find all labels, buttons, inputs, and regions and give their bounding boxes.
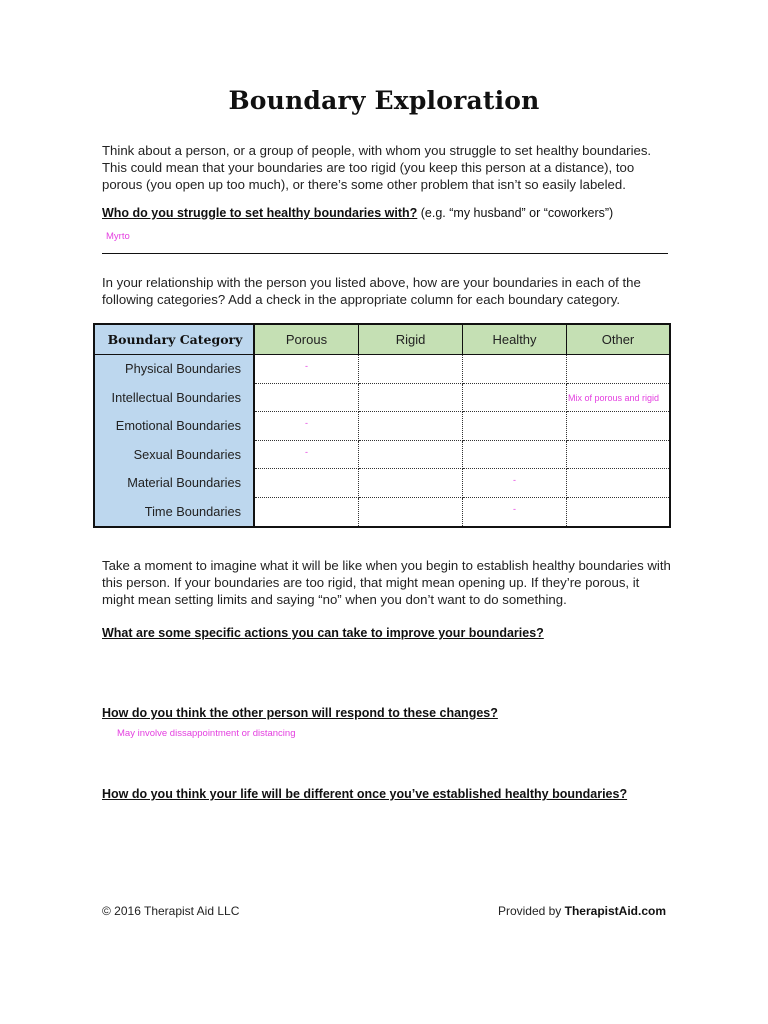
answer-line xyxy=(102,253,668,254)
check-cell-healthy[interactable] xyxy=(463,412,567,441)
category-label: Material Boundaries xyxy=(127,475,241,490)
cell-mark: - xyxy=(513,475,516,485)
question-actions-text: What are some specific actions you can take to improve your boundaries? xyxy=(102,626,544,640)
check-cell-other[interactable] xyxy=(567,355,669,384)
check-cell-rigid[interactable] xyxy=(359,412,463,441)
cell-mark: - xyxy=(305,446,308,457)
category-header: Boundary Category xyxy=(95,325,255,355)
check-cell-healthy[interactable] xyxy=(463,441,567,470)
check-cell-rigid[interactable] xyxy=(359,498,463,527)
footer-provided-label: Provided by xyxy=(497,904,565,918)
instructions-paragraph: In your relationship with the person you listed above, how are your boundaries in each of the following categories? Add a check in the appropriate column for each boundary category. xyxy=(102,275,641,307)
check-cell-other[interactable] xyxy=(567,469,669,498)
category-label: Emotional Boundaries xyxy=(115,418,241,433)
cell-mark: - xyxy=(305,418,308,428)
question-life-different xyxy=(102,786,627,802)
check-cell-healthy[interactable] xyxy=(463,384,567,413)
answer-who[interactable]: Myrto xyxy=(106,231,130,242)
category-label: Time Boundaries xyxy=(144,503,241,519)
answer-response[interactable]: May involve dissappointment or distancing xyxy=(117,728,296,739)
check-cell-rigid[interactable] xyxy=(359,441,463,470)
check-cell-rigid[interactable] xyxy=(359,469,463,498)
category-label: Physical Boundaries xyxy=(125,361,241,376)
category-column xyxy=(95,325,255,526)
reflection-paragraph: Take a moment to imagine what it will be like when you begin to establish healthy boundaries with this person. If your boundaries are too rigid, that might mean opening up. If they’re porous, it might mean setting limits and saying “no” when you don’t want to do something. xyxy=(102,558,671,607)
cell-note: Mix of porous and rigid xyxy=(568,392,660,403)
question-response xyxy=(102,705,498,721)
column-header-rigid: Rigid xyxy=(359,325,463,355)
question-response-text: How do you think the other person will respond to these changes? xyxy=(102,706,498,720)
category-label: Sexual Boundaries xyxy=(133,446,241,462)
column-header-porous: Porous xyxy=(255,325,359,355)
footer-copyright: © 2016 Therapist Aid LLC xyxy=(102,904,240,918)
check-cell-porous[interactable] xyxy=(255,384,359,413)
check-cell-porous[interactable] xyxy=(255,498,359,527)
boundary-table xyxy=(93,323,671,528)
intro-paragraph: Think about a person, or a group of people, with whom you struggle to set healthy boundaries. This could mean that your boundaries are too rigid (you keep this person at a distance), too porous (you open up too much), or there’s some other problem that isn’t so easily labeled. xyxy=(102,143,652,192)
check-cell-porous[interactable] xyxy=(255,355,359,384)
check-cell-porous[interactable] xyxy=(255,469,359,498)
check-cell-rigid[interactable] xyxy=(359,355,463,384)
footer-brand-link[interactable]: TherapistAid.com xyxy=(564,904,666,918)
check-cell-healthy[interactable] xyxy=(463,498,567,527)
page-title: Boundary Exploration xyxy=(228,86,540,115)
column-header-healthy: Healthy xyxy=(463,325,567,355)
check-cell-porous[interactable] xyxy=(255,441,359,470)
check-cell-other[interactable] xyxy=(567,498,669,527)
check-cell-porous[interactable] xyxy=(255,412,359,441)
cell-mark: - xyxy=(305,361,308,371)
check-cell-healthy[interactable] xyxy=(463,469,567,498)
check-cell-other[interactable] xyxy=(567,412,669,441)
check-cell-other[interactable] xyxy=(567,441,669,470)
cell-mark: - xyxy=(513,503,516,514)
category-label: Intellectual Boundaries xyxy=(111,389,241,405)
column-header-other: Other xyxy=(567,325,669,355)
check-cell-other[interactable] xyxy=(567,384,669,413)
check-cell-healthy[interactable] xyxy=(463,355,567,384)
question-actions xyxy=(102,625,544,641)
footer-provided-by xyxy=(498,904,666,918)
question-who-text: Who do you struggle to set healthy boundaries with? xyxy=(102,206,418,220)
check-cell-rigid[interactable] xyxy=(359,384,463,413)
question-who-hint: (e.g. “my husband” or “coworkers”) xyxy=(417,206,614,220)
question-life-different-text: How do you think your life will be different once you’ve established healthy boundaries? xyxy=(102,787,628,801)
question-who xyxy=(102,205,613,221)
